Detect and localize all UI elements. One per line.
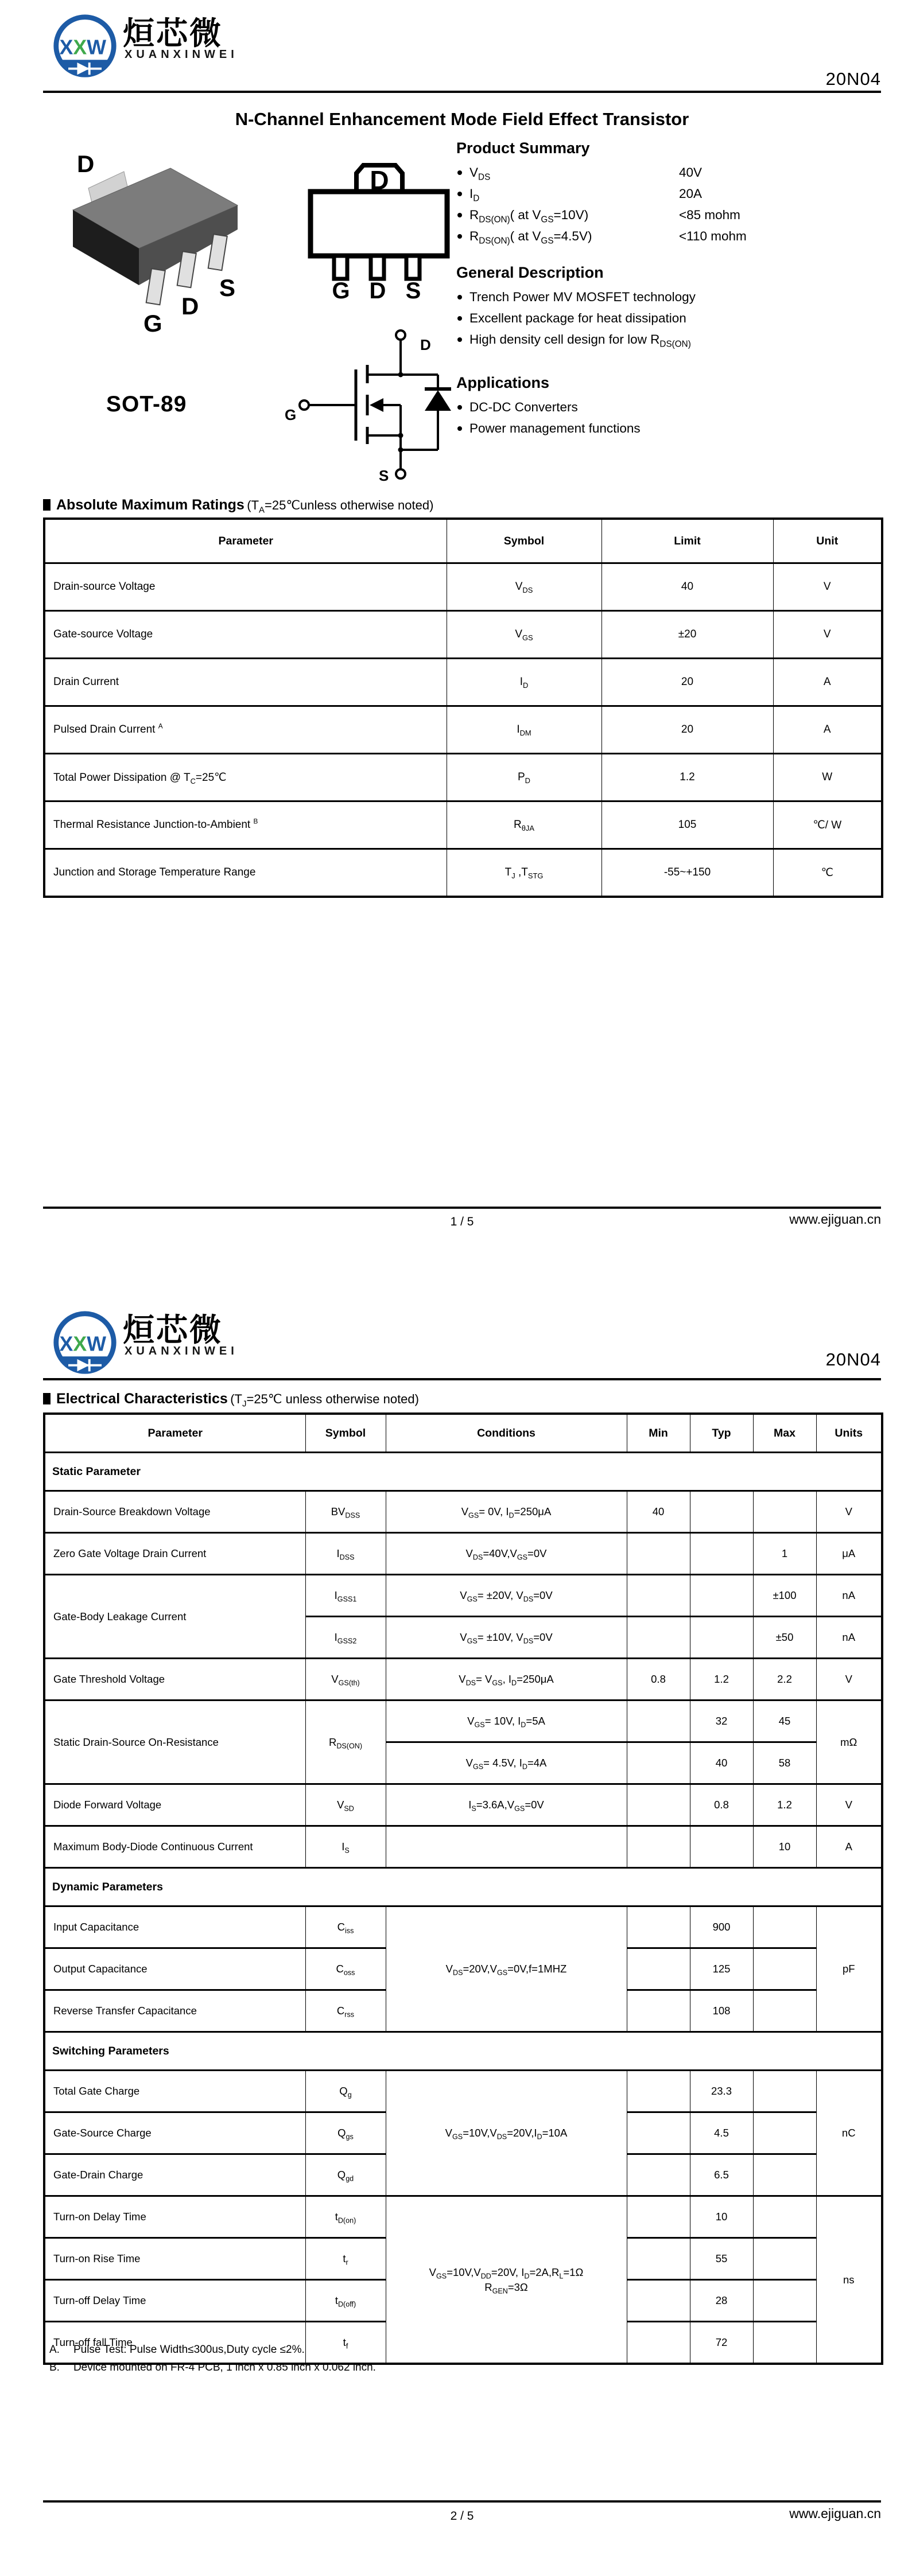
limit-cell: ±20: [601, 611, 773, 659]
cond-cell: $V_{DS}=40V,V_{GS}=0V$: [386, 1533, 627, 1575]
min-cell: 40: [627, 1491, 690, 1533]
typ-cell: 900: [690, 1906, 753, 1948]
package-name: SOT-89: [106, 392, 187, 417]
logo-emblem-icon: [52, 13, 118, 80]
footer-rule: [43, 1207, 881, 1209]
max-cell: [753, 2280, 816, 2322]
limit-cell: 105: [601, 801, 773, 849]
max-cell: [753, 1948, 816, 1990]
unit-cell: A: [773, 659, 882, 706]
unit-cell: nC: [816, 2071, 882, 2196]
product-summary-heading: Product Summary: [456, 139, 590, 157]
section-row: [44, 1868, 882, 1906]
max-cell: [753, 2071, 816, 2112]
list-item: [456, 286, 898, 308]
list-item: [456, 418, 898, 439]
unit-cell: ns: [816, 2196, 882, 2364]
min-cell: [627, 2154, 690, 2196]
symbol-cell: $I_{DSS}$: [305, 1533, 386, 1575]
max-cell: [753, 2322, 816, 2364]
unit-cell: mΩ: [816, 1701, 882, 1784]
spec-value: <85 mohm: [679, 208, 740, 222]
table-header-row: [44, 1414, 882, 1453]
typ-cell: 40: [690, 1742, 753, 1784]
note-text: Pulse Test: Pulse Width≤300us,Duty cycle ≤2%.: [73, 2344, 305, 2356]
min-cell: [627, 1784, 690, 1826]
symbol-cell: $V_{SD}$: [305, 1784, 386, 1826]
table-row: [44, 563, 882, 611]
section-title: Dynamic Parameters: [44, 1868, 882, 1906]
min-cell: [627, 1826, 690, 1868]
applications-list: [456, 396, 898, 439]
table-notes: [49, 2341, 376, 2376]
pin-label-d: D: [181, 293, 199, 320]
min-cell: [627, 2238, 690, 2280]
symbol-cell: $t_{D(on)}$: [305, 2196, 386, 2238]
typ-cell: 55: [690, 2238, 753, 2280]
param-cell: Gate-source Voltage: [44, 611, 447, 659]
typ-cell: 6.5: [690, 2154, 753, 2196]
note-a: [49, 2341, 376, 2359]
outline-label-d: D: [369, 278, 386, 303]
symbol-label-s: S: [379, 467, 389, 484]
symbol-cell: $t_f$: [305, 2322, 386, 2364]
min-cell: [627, 2071, 690, 2112]
param-cell: Diode Forward Voltage: [44, 1784, 305, 1826]
table-row: [44, 1701, 882, 1742]
param-cell: Total Power Dissipation @ $T_C=25℃$: [44, 754, 447, 801]
param-cell: Output Capacitance: [44, 1948, 305, 1990]
general-description-list: [456, 286, 898, 350]
max-cell: 10: [753, 1826, 816, 1868]
max-cell: [753, 2154, 816, 2196]
condition-line: $R_{GEN}=3\Omega$: [484, 2281, 528, 2295]
unit-cell: V: [816, 1784, 882, 1826]
symbol-cell: $T_J$ $,T_{STG}$: [447, 849, 601, 897]
col-header: Conditions: [386, 1414, 627, 1453]
symbol-cell: $Q_{gd}$: [305, 2154, 386, 2196]
page-number: 2 / 5: [450, 2509, 474, 2523]
cond-cell: $V_{DS}=20V,V_{GS}=0V,f=1MHZ$: [386, 1906, 627, 2032]
logo-en-text: XUANXINWEI: [125, 1345, 238, 1357]
list-item: [456, 225, 898, 247]
symbol-cell: $V_{GS(th)}$: [305, 1659, 386, 1701]
list-item: [456, 396, 898, 418]
symbol-cell: $R_{DS(ON)}$: [305, 1701, 386, 1784]
section-row: [44, 1453, 882, 1491]
part-number: 20N04: [825, 69, 881, 89]
symbol-cell: $I_D$: [447, 659, 601, 706]
param-cell: Maximum Body-Diode Continuous Current: [44, 1826, 305, 1868]
note-b: [49, 2359, 376, 2376]
param-cell: Drain Current: [44, 659, 447, 706]
param-cell: Turn-off Delay Time: [44, 2280, 305, 2322]
max-cell: [753, 2196, 816, 2238]
col-header: Symbol: [305, 1414, 386, 1453]
param-cell: Static Drain-Source On-Resistance: [44, 1701, 305, 1784]
outline-label-d-tab: D: [370, 165, 389, 195]
table-row: [44, 754, 882, 801]
cond-cell: $I_S=3.6A,V_{GS}=0V$: [386, 1784, 627, 1826]
symbol-cell: $I_{GSS2}$: [305, 1617, 386, 1659]
summary-column: [456, 139, 898, 439]
table-row: [44, 2071, 882, 2112]
symbol-label-d: D: [420, 336, 431, 353]
limit-cell: 40: [601, 563, 773, 611]
param-cell: Reverse Transfer Capacitance: [44, 1990, 305, 2032]
cond-cell: $V_{GS}= \pm 20V$, $V_{DS}=0V$: [386, 1575, 627, 1617]
outline-label-g: G: [332, 278, 350, 303]
min-cell: [627, 2112, 690, 2154]
table-row: [44, 706, 882, 754]
table-row: [44, 1826, 882, 1868]
typ-cell: 0.8: [690, 1784, 753, 1826]
company-logo: [45, 1297, 240, 1378]
condition-line: $V_{GS}=10V,V_{DD}=20V$, $I_D=2A,R_L=1\Omega$: [429, 2266, 584, 2281]
symbol-cell: $t_{D(off)}$: [305, 2280, 386, 2322]
list-item: [456, 183, 898, 204]
symbol-cell: $C_{rss}$: [305, 1990, 386, 2032]
typ-cell: 32: [690, 1701, 753, 1742]
cond-cell: [386, 2196, 627, 2364]
bullet-icon: [457, 170, 462, 175]
col-header: Parameter: [44, 1414, 305, 1453]
note-ref: A.: [49, 2344, 60, 2356]
table-row: [44, 849, 882, 897]
max-cell: [753, 1906, 816, 1948]
symbol-cell: $R_{\theta JA}$: [447, 801, 601, 849]
bullet-icon: [457, 213, 462, 217]
symbol-label-g: G: [285, 406, 297, 423]
table-header-row: [44, 519, 882, 563]
spec-value: 40V: [679, 165, 703, 180]
param-cell: Input Capacitance: [44, 1906, 305, 1948]
page-number: 1 / 5: [450, 1215, 474, 1228]
col-header: Typ: [690, 1414, 753, 1453]
feature-text: High density cell design for low $R_{DS(ON)}$: [469, 332, 691, 349]
param-cell: Gate-Drain Charge: [44, 2154, 305, 2196]
param-cell: Turn-off fall Time: [44, 2322, 305, 2364]
col-header: Unit: [773, 519, 882, 563]
website-link[interactable]: www.ejiguan.cn: [789, 1212, 881, 1227]
table-row: [44, 1659, 882, 1701]
spec-label: $R_{DS(ON)}$( at $V_{GS}=4.5V$): [469, 229, 592, 246]
bullet-icon: [457, 295, 462, 299]
symbol-cell: $I_{DM}$: [447, 706, 601, 754]
min-cell: [627, 1742, 690, 1784]
col-header: Symbol: [447, 519, 601, 563]
typ-cell: [690, 1575, 753, 1617]
param-cell: Drain-source Voltage: [44, 563, 447, 611]
list-item: [456, 204, 898, 225]
pin-label-s: S: [219, 274, 236, 301]
param-cell: Turn-on Rise Time: [44, 2238, 305, 2280]
table-row: [44, 611, 882, 659]
symbol-cell: $I_{GSS1}$: [305, 1575, 386, 1617]
param-cell: Pulsed Drain Current $^A$: [44, 706, 447, 754]
unit-cell: ℃: [773, 849, 882, 897]
outline-label-s: S: [405, 278, 421, 303]
pin-label-g: G: [143, 310, 162, 337]
table-row: [44, 1533, 882, 1575]
logo-cn-text: 烜芯微: [123, 1312, 223, 1348]
max-cell: ±50: [753, 1617, 816, 1659]
unit-cell: ℃/ W: [773, 801, 882, 849]
logo-cn-text: 烜芯微: [123, 15, 223, 51]
unit-cell: pF: [816, 1906, 882, 2032]
bullet-icon: [457, 192, 462, 196]
product-summary-list: [456, 162, 898, 247]
cond-cell: [386, 1826, 627, 1868]
spec-value: 20A: [679, 186, 703, 201]
max-cell: [753, 1990, 816, 2032]
bullet-icon: [457, 316, 462, 321]
min-cell: [627, 1533, 690, 1575]
max-cell: 45: [753, 1701, 816, 1742]
max-cell: [753, 2112, 816, 2154]
note-ref: B.: [49, 2361, 60, 2373]
cond-cell: $V_{GS}= \pm 10V$, $V_{DS}=0V$: [386, 1617, 627, 1659]
ec-heading: Electrical Characteristics ($T_J=25℃$ unless otherwise noted): [43, 1391, 419, 1407]
spec-label: $V_{DS}$: [469, 165, 491, 182]
param-cell: Gate-Body Leakage Current: [44, 1575, 305, 1659]
pin-label-d-tab: D: [77, 150, 95, 177]
limit-cell: 20: [601, 706, 773, 754]
symbol-cell: $V_{DS}$: [447, 563, 601, 611]
logo-monogram: XXW: [59, 36, 107, 59]
feature-text: Excellent package for heat dissipation: [469, 311, 686, 325]
min-cell: [627, 1906, 690, 1948]
part-number: 20N04: [825, 1349, 881, 1369]
symbol-cell: $Q_g$: [305, 2071, 386, 2112]
logo-monogram: XXW: [59, 1332, 107, 1356]
typ-cell: [690, 1617, 753, 1659]
doc-title: N-Channel Enhancement Mode Field Effect Transistor: [235, 109, 689, 129]
max-cell: 58: [753, 1742, 816, 1784]
table-row: [44, 1575, 882, 1617]
list-item: [456, 308, 898, 329]
unit-cell: nA: [816, 1575, 882, 1617]
list-item: [456, 329, 898, 350]
typ-cell: 72: [690, 2322, 753, 2364]
cond-cell: $V_{GS}= 0V$, $I_D=250\mu A$: [386, 1491, 627, 1533]
section-title: Switching Parameters: [44, 2032, 882, 2071]
section-title: Static Parameter: [44, 1453, 882, 1491]
website-link[interactable]: www.ejiguan.cn: [789, 2506, 881, 2521]
symbol-cell: $V_{GS}$: [447, 611, 601, 659]
min-cell: [627, 2196, 690, 2238]
symbol-cell: $Q_{gs}$: [305, 2112, 386, 2154]
symbol-cell: $BV_{DSS}$: [305, 1491, 386, 1533]
typ-cell: 125: [690, 1948, 753, 1990]
param-cell: Junction and Storage Temperature Range: [44, 849, 447, 897]
symbol-cell: $t_r$: [305, 2238, 386, 2280]
max-cell: 1: [753, 1533, 816, 1575]
min-cell: [627, 1990, 690, 2032]
typ-cell: 23.3: [690, 2071, 753, 2112]
cond-cell: $V_{DS}= V_{GS}$, $I_D=250\mu A$: [386, 1659, 627, 1701]
min-cell: [627, 1701, 690, 1742]
package-2d-figure: [306, 153, 453, 303]
table-row: [44, 1784, 882, 1826]
electrical-characteristics-table: [43, 1412, 883, 2365]
footer-rule: [43, 2500, 881, 2503]
table-row: [44, 1491, 882, 1533]
typ-cell: 4.5: [690, 2112, 753, 2154]
symbol-cell: $P_D$: [447, 754, 601, 801]
min-cell: [627, 2322, 690, 2364]
param-cell: Total Gate Charge: [44, 2071, 305, 2112]
spec-label: $I_D$: [469, 186, 480, 204]
param-cell: Gate-Source Charge: [44, 2112, 305, 2154]
unit-cell: nA: [816, 1617, 882, 1659]
param-cell: Zero Gate Voltage Drain Current: [44, 1533, 305, 1575]
col-header: Limit: [601, 519, 773, 563]
limit-cell: -55~+150: [601, 849, 773, 897]
symbol-cell: $I_S$: [305, 1826, 386, 1868]
header-rule: [43, 1378, 881, 1380]
col-header: Units: [816, 1414, 882, 1453]
max-cell: 1.2: [753, 1784, 816, 1826]
amr-heading: Absolute Maximum Ratings ($T_A=25℃unless$ otherwise noted): [43, 497, 433, 513]
typ-cell: 28: [690, 2280, 753, 2322]
applications-heading: Applications: [456, 374, 550, 391]
param-cell: Thermal Resistance Junction-to-Ambient $^B$: [44, 801, 447, 849]
logo-emblem-icon: [52, 1309, 118, 1377]
application-text: Power management functions: [469, 421, 641, 435]
typ-cell: [690, 1491, 753, 1533]
param-cell: Gate Threshold Voltage: [44, 1659, 305, 1701]
unit-cell: A: [773, 706, 882, 754]
max-cell: 2.2: [753, 1659, 816, 1701]
bullet-icon: [457, 234, 462, 239]
logo-en-text: XUANXINWEI: [125, 48, 238, 61]
note-text: Device mounted on FR-4 PCB, 1 inch x 0.85 inch x 0.062 inch.: [73, 2361, 376, 2373]
unit-cell: μA: [816, 1533, 882, 1575]
section-marker-icon: [43, 1393, 51, 1404]
typ-cell: [690, 1533, 753, 1575]
table-row: [44, 1906, 882, 1948]
feature-text: Trench Power MV MOSFET technology: [469, 290, 696, 304]
min-cell: [627, 1948, 690, 1990]
param-cell: Turn-on Delay Time: [44, 2196, 305, 2238]
limit-cell: 1.2: [601, 754, 773, 801]
typ-cell: 10: [690, 2196, 753, 2238]
general-description-heading: General Description: [456, 264, 604, 281]
typ-cell: 108: [690, 1990, 753, 2032]
param-cell: Drain-Source Breakdown Voltage: [44, 1491, 305, 1533]
spec-label: $R_{DS(ON)}$( at $V_{GS}=10V$): [469, 208, 589, 225]
cond-cell: $V_{GS}=10V,V_{DS}=20V,I_D=10A$: [386, 2071, 627, 2196]
col-header: Max: [753, 1414, 816, 1453]
symbol-cell: $C_{oss}$: [305, 1948, 386, 1990]
absolute-maximum-ratings-table: [43, 517, 883, 898]
limit-cell: 20: [601, 659, 773, 706]
max-cell: [753, 2238, 816, 2280]
min-cell: 0.8: [627, 1659, 690, 1701]
symbol-cell: $C_{iss}$: [305, 1906, 386, 1948]
table-row: [44, 2196, 882, 2238]
unit-cell: A: [816, 1826, 882, 1868]
list-item: [456, 162, 898, 183]
cond-cell: $V_{GS}= 4.5V$, $I_D=4A$: [386, 1742, 627, 1784]
company-logo: [45, 0, 240, 81]
section-marker-icon: [43, 499, 51, 511]
min-cell: [627, 1617, 690, 1659]
typ-cell: 1.2: [690, 1659, 753, 1701]
spec-value: <110 mohm: [679, 229, 747, 243]
package-3d-figure: [53, 142, 245, 340]
unit-cell: V: [816, 1659, 882, 1701]
col-header: Parameter: [44, 519, 447, 563]
cond-cell: $V_{GS}= 10V$, $I_D=5A$: [386, 1701, 627, 1742]
unit-cell: W: [773, 754, 882, 801]
max-cell: ±100: [753, 1575, 816, 1617]
typ-cell: [690, 1826, 753, 1868]
table-row: [44, 659, 882, 706]
max-cell: [753, 1491, 816, 1533]
table-row: [44, 801, 882, 849]
unit-cell: V: [816, 1491, 882, 1533]
mosfet-symbol: [269, 325, 475, 497]
unit-cell: V: [773, 611, 882, 659]
section-row: [44, 2032, 882, 2071]
application-text: DC-DC Converters: [469, 400, 578, 414]
min-cell: [627, 2280, 690, 2322]
col-header: Min: [627, 1414, 690, 1453]
min-cell: [627, 1575, 690, 1617]
unit-cell: V: [773, 563, 882, 611]
header-rule: [43, 91, 881, 93]
